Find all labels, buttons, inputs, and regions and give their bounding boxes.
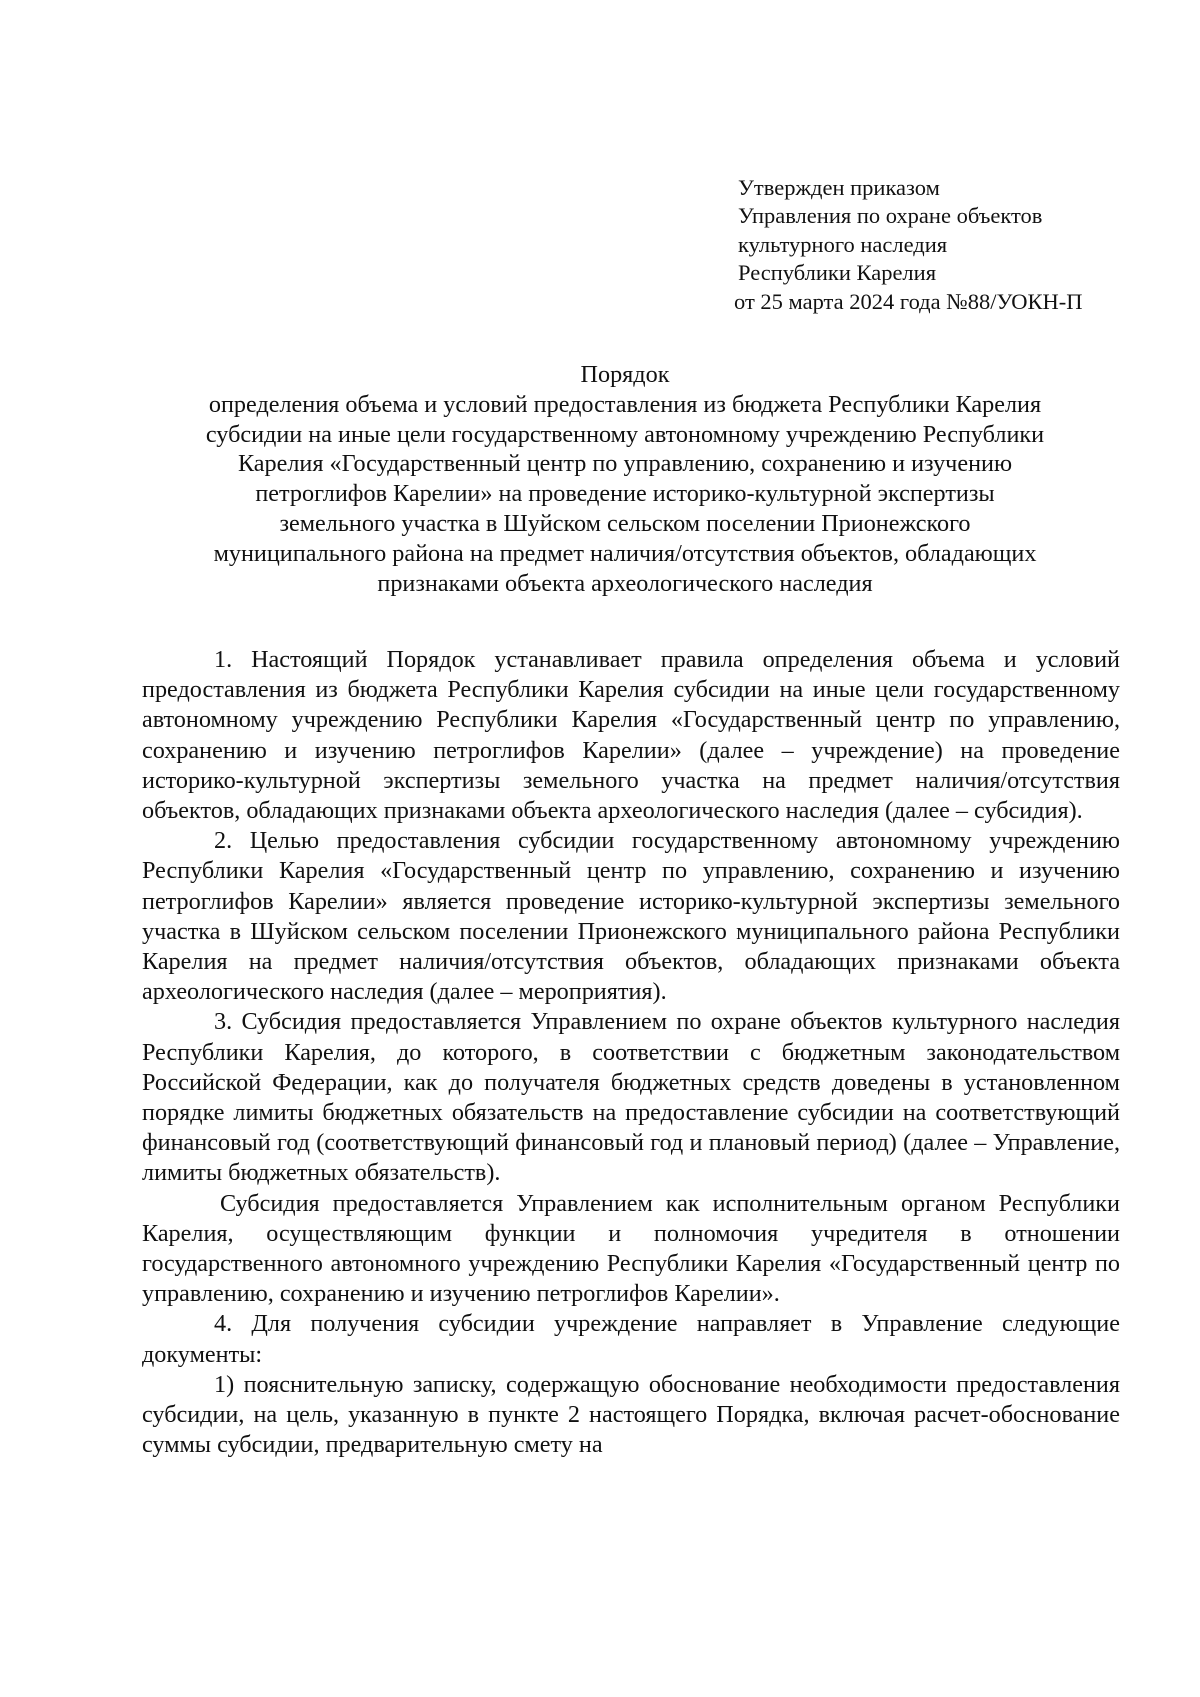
paragraph-2: 2. Целью предоставления субсидии государственному автономному учреждению Республики Карелия «Государственный центр по управлению, сохранению и изучению петроглифов Карелии» является проведение историко-культурной экспертизы земельного участка в Шуйском сельском поселении Прионежского муниципального района Республики Карелия на предмет наличия/отсутствия объектов, обладающих признаками объекта археологического наследия (далее – мероприятия). xyxy=(142,827,1120,1006)
document-title: Порядок xyxy=(580,361,670,388)
approval-stamp xyxy=(734,174,1158,316)
approval-line: Управления по охране объектов xyxy=(738,203,1043,229)
approval-line: Утвержден приказом xyxy=(738,175,940,200)
paragraph-4-item-1: 1) пояснительную записку, содержащую обоснование необходимости предоставления субсидии, на цель, указанную в пункте 2 настоящего Порядка, включая расчет-обоснование суммы субсидии, предварительную смету на xyxy=(142,1370,1120,1459)
document-subtitle-line: субсидии на иные цели государственному автономному учреждению Республики xyxy=(205,420,1045,448)
paragraph-1: 1. Настоящий Порядок устанавливает правила определения объема и условий предоставления из бюджета Республики Карелия субсидии на иные цели государственному автономному учреждению Республики Карелия «Государственный центр по управлению, сохранению и изучению петроглифов Карелии» (далее – учреждение) на проведение историко-культурной экспертизы земельного участка на предмет наличия/отсутствия объектов, обладающих признаками объекта археологического наследия (далее – субсидия). xyxy=(142,646,1120,825)
document-subtitle-line: Карелия «Государственный центр по управлению, сохранению и изучению xyxy=(237,450,1013,478)
document-body xyxy=(142,645,1120,1460)
document-subtitle-line: петроглифов Карелии» на проведение историко-культурной экспертизы xyxy=(255,480,995,508)
approval-line: Республики Карелия xyxy=(738,260,937,286)
document-heading xyxy=(130,360,1120,598)
paragraph-3: 3. Субсидия предоставляется Управлением по охране объектов культурного наследия Республики Карелия, до которого, в соответствии с бюджетным законодательством Российской Федерации, как до получателя бюджетных средств доведены в установленном порядке лимиты бюджетных обязательств на предоставление субсидии на соответствующий финансовый год (соответствующий финансовый год и плановый период) (далее – Управление, лимиты бюджетных обязательств). xyxy=(142,1008,1120,1187)
document-subtitle-line: признаками объекта археологического наследия xyxy=(377,569,873,597)
approval-line: культурного наследия xyxy=(738,231,948,257)
paragraph-4: 4. Для получения субсидии учреждение направляет в Управление следующие документы: xyxy=(142,1310,1120,1368)
document-subtitle-line: земельного участка в Шуйском сельском поселении Прионежского xyxy=(279,509,971,537)
paragraph-3-continued: Субсидия предоставляется Управлением как исполнительным органом Республики Карелия, осуществляющим функции и полномочия учредителя в отношении государственного автономного учреждению Республики Карелия «Государственный центр по управлению, сохранению и изучению петроглифов Карелии». xyxy=(142,1189,1120,1308)
document-subtitle-line: определения объема и условий предоставления из бюджета Республики Карелия xyxy=(208,390,1042,418)
approval-line: от 25 марта 2024 года №88/УОКН-П xyxy=(734,288,1083,314)
document-subtitle-line: муниципального района на предмет наличия/отсутствия объектов, обладающих xyxy=(213,539,1037,567)
